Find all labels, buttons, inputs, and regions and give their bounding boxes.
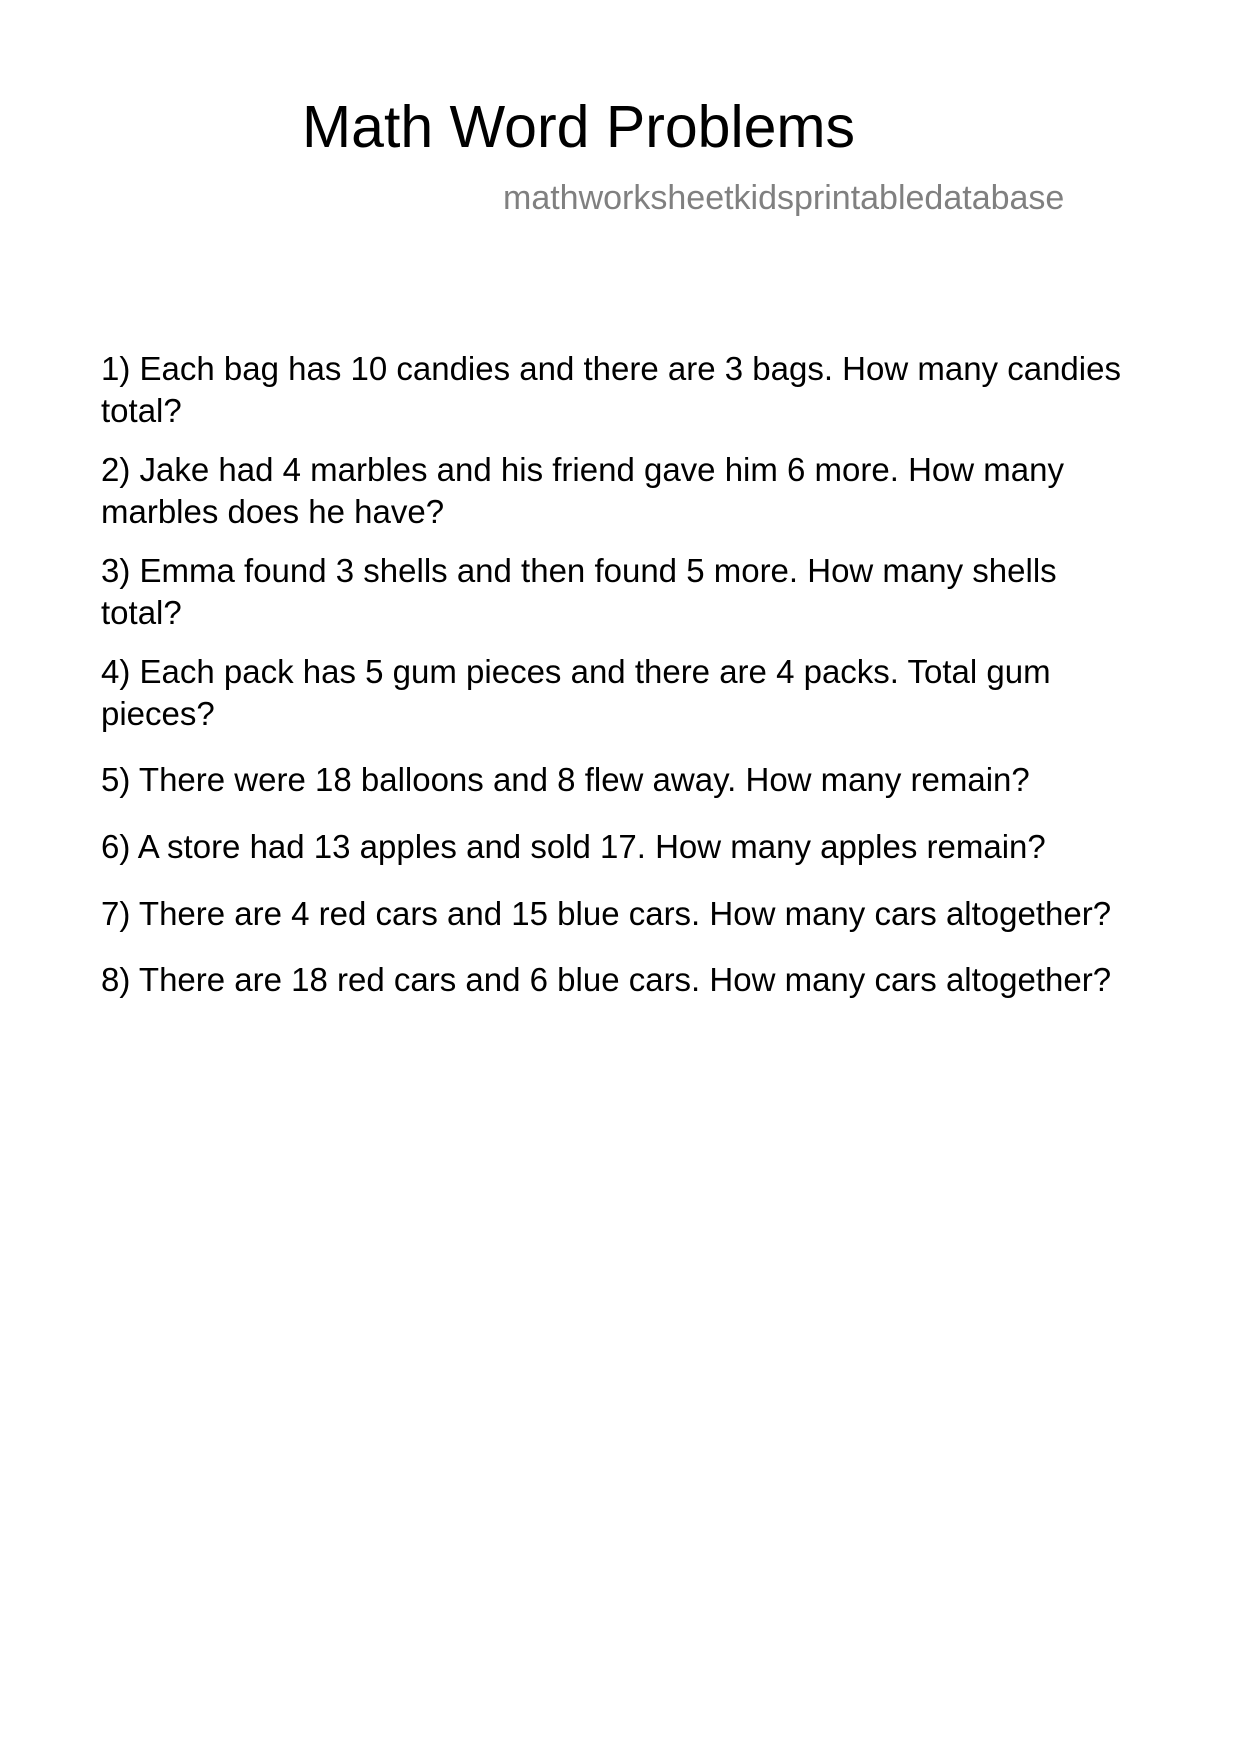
problem-item: 2) Jake had 4 marbles and his friend gave him 6 more. How many marbles does he have? bbox=[101, 451, 1064, 530]
problem-list bbox=[101, 348, 1141, 1001]
problem-item: 1) Each bag has 10 candies and there are 3 bags. How many candies total? bbox=[101, 350, 1121, 429]
problem-item: 4) Each pack has 5 gum pieces and there are 4 packs. Total gum pieces? bbox=[101, 653, 1051, 732]
problem-item: 6) A store had 13 apples and sold 17. How many apples remain? bbox=[101, 828, 1046, 865]
source-watermark: mathworksheetkidsprintabledatabase bbox=[503, 179, 1065, 217]
problem-item: 5) There were 18 balloons and 8 flew away. How many remain? bbox=[101, 761, 1030, 798]
problem-item: 7) There are 4 red cars and 15 blue cars. How many cars altogether? bbox=[101, 895, 1112, 932]
problem-item: 8) There are 18 red cars and 6 blue cars. How many cars altogether? bbox=[101, 961, 1112, 998]
page-title: Math Word Problems bbox=[302, 94, 856, 160]
problem-item: 3) Emma found 3 shells and then found 5 more. How many shells total? bbox=[101, 552, 1057, 631]
